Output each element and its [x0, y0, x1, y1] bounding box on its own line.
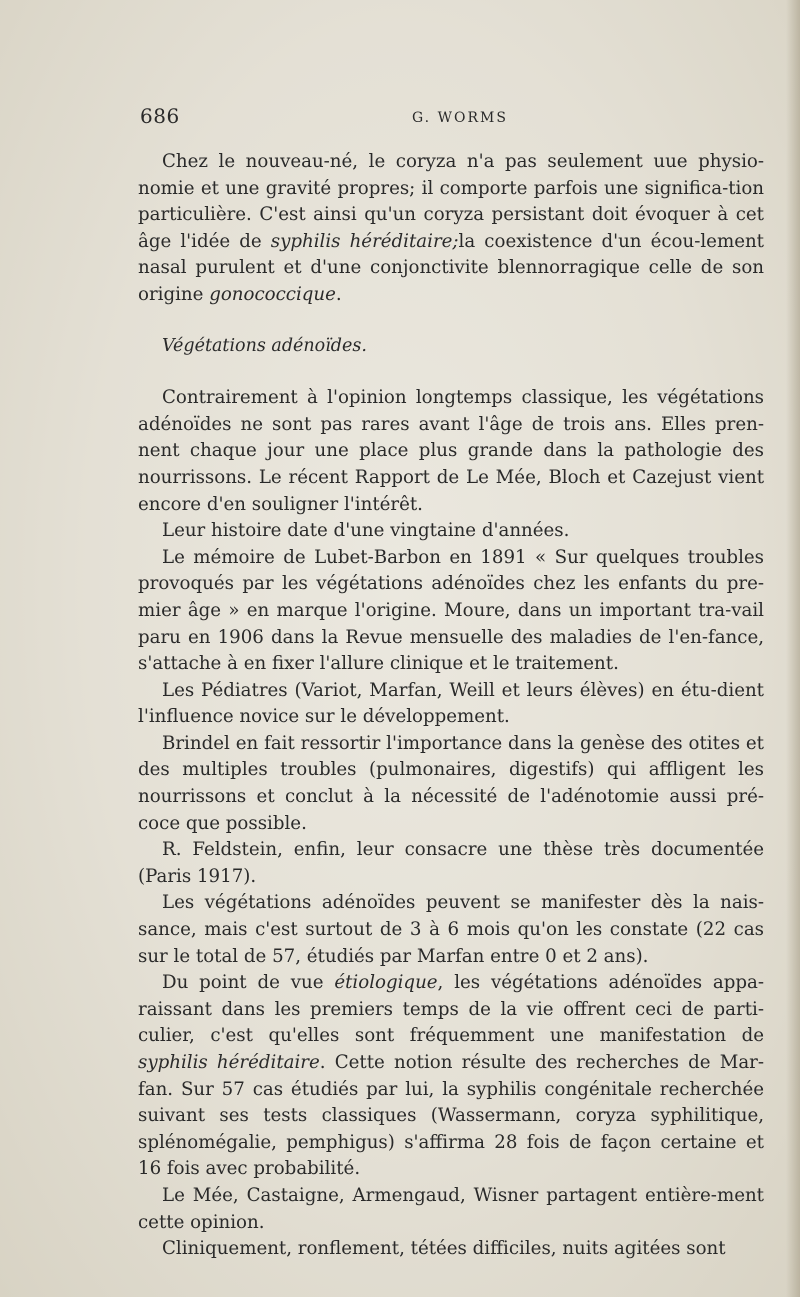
paragraph: Les végétations adénoïdes peuvent se manifester dès la nais-sance, mais c'est surtout de 3 à 6 mois qu'on les constate (22 cas sur le total de 57, étudiés par Marfan entre 0 et 2 ans).	[138, 892, 764, 967]
paragraph: Les Pédiatres (Variot, Marfan, Weill et leurs élèves) en étu-dient l'influence novice sur le développement.	[138, 679, 764, 728]
paragraph: Le Mée, Castaigne, Armengaud, Wisner partagent entière-ment cette opinion.	[138, 1184, 764, 1233]
section-title-vegetations: Végétations adénoïdes.	[162, 335, 367, 356]
page-header	[0, 104, 800, 134]
paragraph: R. Feldstein, enfin, leur consacre une thèse très documentée (Paris 1917).	[138, 839, 764, 887]
paragraph: Le mémoire de Lubet-Barbon en 1891 « Sur quelques troubles provoqués par les végétations adénoïdes chez les enfants du pre-mier âge » en marque l'origine. Moure, dans un important tra-vail paru en 1906 dans la Revue mensuelle des maladies de l'en-fance, s'attache à en fixer l'allure clinique et le traitement.	[138, 546, 764, 675]
paragraph: Brindel en fait ressortir l'importance dans la genèse des otites et des multiples troubles (pulmonaires, digestifs) qui affligent les nourrissons et conclut à la nécessité de l'adénotomie aussi pré-coce que possible.	[138, 732, 764, 834]
paragraph-etiology: Du point de vue étiologique, les végétations adénoïdes appa-raissant dans les premiers temps de la vie offrent ceci de parti-culier, c'est qu'elles sont fréquemment une manifestation de syphilis héréditaire. Cette notion résulte des recherches de Mar-fan. Sur 57 cas étudiés par lui, la syphilis congénitale recherchée suivant ses tests classiques (Wassermann, coryza syphilitique, splénomégalie, pemphigus) s'affirma 28 fois de façon certaine et 16 fois avec probabilité.	[138, 972, 765, 1180]
paragraph: Leur histoire date d'une vingtaine d'années.	[162, 520, 570, 542]
running-head-author: G. WORMS	[412, 110, 508, 126]
page-number: 686	[140, 104, 180, 128]
body-text	[138, 149, 764, 1263]
page-edge-shadow	[786, 0, 800, 1297]
paragraph-coryza: Chez le nouveau-né, le coryza n'a pas seulement uue physio-nomie et une gravité propres; il comporte parfois une significa-tion particulière. C'est ainsi qu'un coryza persistant doit évoquer à cet âge l'idée de syphilis héréditaire;la coexistence d'un écou-lement nasal purulent et d'une conjonctivite blennorragique celle de son origine gonococcique.	[138, 151, 764, 305]
paragraph: Contrairement à l'opinion longtemps classique, les végétations adénoïdes ne sont pas rares avant l'âge de trois ans. Elles pren-nent chaque jour une place plus grande dans la pathologie des nourrissons. Le récent Rapport de Le Mée, Bloch et Cazejust vient encore d'en souligner l'intérêt.	[138, 387, 764, 515]
paragraph: Cliniquement, ronflement, tétées difficiles, nuits agitées sont	[162, 1238, 726, 1260]
